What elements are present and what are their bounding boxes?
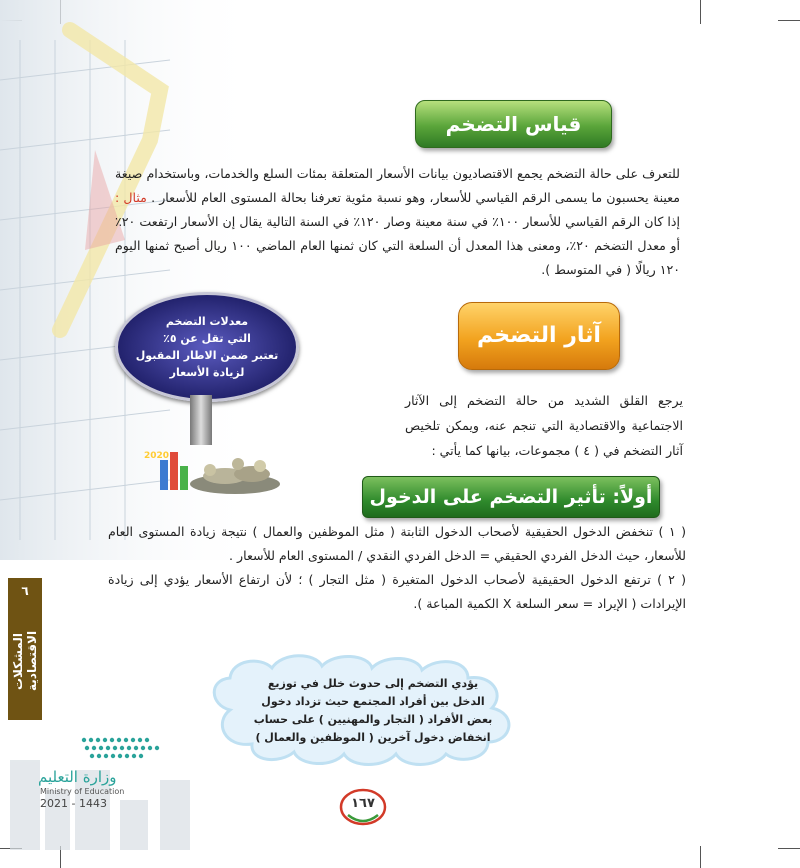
page-number: ١٦٧ (351, 796, 375, 811)
section-title-measure (415, 100, 612, 148)
crop-mark (778, 848, 800, 849)
section-title-income (362, 476, 660, 518)
ministry-name-english: Ministry of Education (40, 787, 125, 796)
inflation-sign-board (115, 292, 299, 402)
income-item-1: ( ١ ) تنخفض الدخول الحقيقية لأصحاب الدخول الثابتة ( مثل الموظفين والعمال ) نتيجة زيادة المستوى العام للأسعار، حيث الدخل الفردي الحقيقي = الدخل الفردي النقدي / المستوى العام للأسعار . (108, 524, 686, 563)
ministry-year: 2021 - 1443 (40, 797, 107, 810)
section-title-income-text: أولاً: تأثير التضخم على الدخول (369, 486, 653, 508)
cloud-line-1: يؤدي التضخم إلى حدوث خلل في توزيع (267, 677, 479, 690)
intro-paragraph (115, 162, 680, 282)
year-label: 2020 (144, 451, 170, 461)
sign-line-4: لزيادة الأسعار (169, 366, 245, 379)
intro-text-part2: إذا كان الرقم القياسي للأسعار ١٠٠٪ في سنة معينة وصار ١٢٠٪ في السنة التالية يقال إن الأسعار ارتفعت ٢٠٪ أو معدل التضخم ٢٠٪، ومعنى هذا المعدل أن السلعة التي كان ثمنها العام الماضي ١٠٠ ريال أصبح ثمنها اليوم ١٢٠ ريالًا ( في المتوسط ). (115, 214, 681, 277)
sign-line-3: تعتبر ضمن الاطار المقبول (135, 349, 279, 362)
ministry-logo-dots-icon (80, 732, 162, 762)
cloud-note-text (248, 675, 498, 747)
income-paragraph (108, 520, 686, 616)
crop-mark (700, 846, 701, 868)
crop-mark (778, 20, 800, 21)
cloud-line-3: بعض الأفراد ( التجار والمهنيين ) على حساب (253, 713, 493, 726)
cloud-line-2: الدخل بين أفراد المجتمع حيث تزداد دخول (261, 695, 485, 708)
sign-line-2: التي تقل عن ٥٪ (163, 332, 251, 345)
crop-mark (700, 0, 701, 24)
unit-title: المشكلات الاقتصادية (11, 630, 39, 692)
example-label: مثال : (115, 190, 147, 205)
effects-paragraph: يرجع القلق الشديد من حالة التضخم إلى الآثار الاجتماعية والاقتصادية التي تنجم عنه، ويمكن تلخيص آثار التضخم في ( ٤ ) مجموعات، بيانها كما يأتي : (405, 393, 683, 458)
income-item-2: ( ٢ ) ترتفع الدخول الحقيقية لأصحاب الدخول المتغيرة ( مثل التجار ) ؛ لأن ارتفاع الأسعار يؤدي إلى زيادة الإيرادات ( الإيراد = سعر السلعة X الكمية المباعة ). (108, 572, 686, 611)
intro-text-part1: للتعرف على حالة التضخم يجمع الاقتصاديون بيانات الأسعار المتعلقة بمئات السلع والخدمات، وباستخدام صيغة معينة يحسبون ما يسمى الرقم القياسي للأسعار، وهو نسبة مئوية تعرفنا بحالة المستوى العام للأسعار . (115, 166, 680, 205)
ministry-name-arabic: وزارة التعليم (38, 768, 117, 786)
section-title-effects-text: آثار التضخم (477, 323, 601, 348)
section-title-measure-text: قياس التضخم (445, 112, 582, 136)
coins-and-chart-illustration (140, 440, 290, 495)
unit-number: ٦ (21, 584, 29, 598)
section-title-effects (458, 302, 620, 370)
sign-line-1: معدلات التضخم (165, 315, 249, 328)
sign-post (190, 395, 212, 445)
cloud-line-4: انخفاض دخول آخرين ( الموظفين والعمال ) (255, 731, 491, 744)
